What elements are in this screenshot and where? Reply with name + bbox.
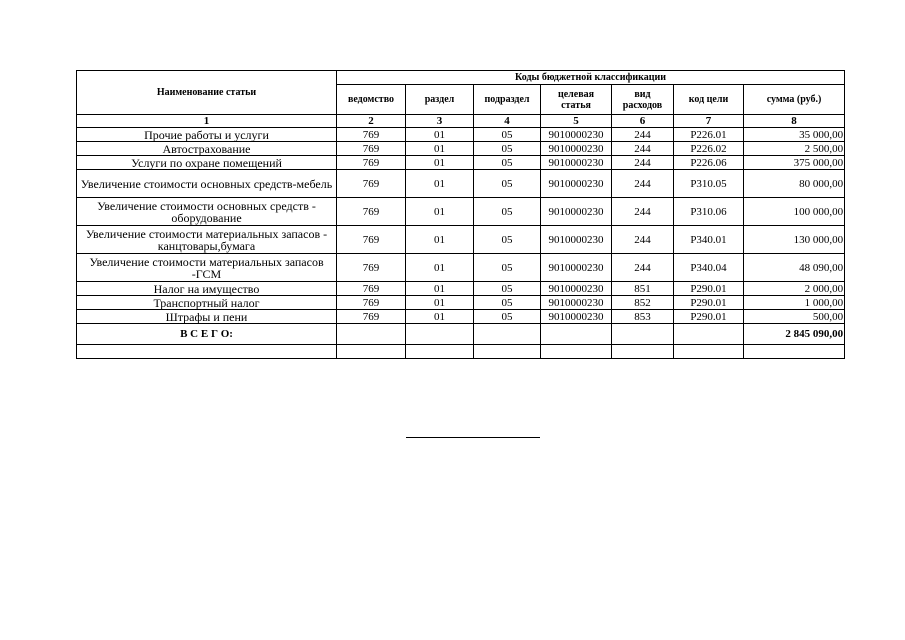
row-target: 9010000230 bbox=[541, 142, 612, 156]
row-amount: 35 000,00 bbox=[744, 128, 845, 142]
table-row bbox=[77, 282, 845, 296]
header-subsection: подраздел bbox=[474, 85, 541, 115]
row-amount: 375 000,00 bbox=[744, 156, 845, 170]
row-goal: P310.05 bbox=[674, 170, 744, 198]
row-amount: 130 000,00 bbox=[744, 226, 845, 254]
row-dept: 769 bbox=[337, 156, 406, 170]
budget-rows bbox=[77, 128, 845, 324]
row-section: 01 bbox=[406, 310, 474, 324]
row-subsection: 05 bbox=[474, 156, 541, 170]
row-subsection: 05 bbox=[474, 226, 541, 254]
row-section: 01 bbox=[406, 226, 474, 254]
row-dept: 769 bbox=[337, 226, 406, 254]
col-number: 1 bbox=[77, 115, 337, 128]
row-amount: 2 000,00 bbox=[744, 282, 845, 296]
row-subsection: 05 bbox=[474, 296, 541, 310]
row-goal: P226.01 bbox=[674, 128, 744, 142]
row-section: 01 bbox=[406, 282, 474, 296]
col-number: 6 bbox=[612, 115, 674, 128]
table-row bbox=[77, 296, 845, 310]
row-subsection: 05 bbox=[474, 254, 541, 282]
row-name: Увеличение стоимости основных средств - оборудование bbox=[77, 198, 337, 226]
row-goal: P310.06 bbox=[674, 198, 744, 226]
header-target: целевая статья bbox=[541, 85, 612, 115]
row-kind: 244 bbox=[612, 170, 674, 198]
row-section: 01 bbox=[406, 156, 474, 170]
row-target: 9010000230 bbox=[541, 226, 612, 254]
row-goal: P290.01 bbox=[674, 282, 744, 296]
row-target: 9010000230 bbox=[541, 296, 612, 310]
row-kind: 244 bbox=[612, 198, 674, 226]
table-row bbox=[77, 170, 845, 198]
row-dept: 769 bbox=[337, 142, 406, 156]
col-number: 3 bbox=[406, 115, 474, 128]
row-section: 01 bbox=[406, 254, 474, 282]
header-codes-group: Коды бюджетной классификации bbox=[337, 71, 845, 85]
header-section: раздел bbox=[406, 85, 474, 115]
row-goal: P226.06 bbox=[674, 156, 744, 170]
row-goal: P340.01 bbox=[674, 226, 744, 254]
row-name: Штрафы и пени bbox=[77, 310, 337, 324]
row-target: 9010000230 bbox=[541, 156, 612, 170]
table-row bbox=[77, 226, 845, 254]
row-target: 9010000230 bbox=[541, 254, 612, 282]
row-section: 01 bbox=[406, 142, 474, 156]
row-section: 01 bbox=[406, 128, 474, 142]
table-row bbox=[77, 128, 845, 142]
header-goal: код цели bbox=[674, 85, 744, 115]
row-dept: 769 bbox=[337, 282, 406, 296]
col-number: 8 bbox=[744, 115, 845, 128]
row-name: Увеличение стоимости основных средств-мебель bbox=[77, 170, 337, 198]
total-label: В С Е Г О: bbox=[77, 324, 337, 345]
row-target: 9010000230 bbox=[541, 128, 612, 142]
column-number-row bbox=[77, 115, 845, 128]
row-kind: 853 bbox=[612, 310, 674, 324]
row-name: Увеличение стоимости материальных запасов -ГСМ bbox=[77, 254, 337, 282]
total-row bbox=[77, 324, 845, 345]
row-goal: P290.01 bbox=[674, 310, 744, 324]
row-dept: 769 bbox=[337, 310, 406, 324]
row-amount: 48 090,00 bbox=[744, 254, 845, 282]
budget-table bbox=[76, 70, 845, 359]
row-kind: 852 bbox=[612, 296, 674, 310]
row-dept: 769 bbox=[337, 198, 406, 226]
row-kind: 851 bbox=[612, 282, 674, 296]
row-subsection: 05 bbox=[474, 198, 541, 226]
row-name: Увеличение стоимости материальных запасов - канцтовары,бумага bbox=[77, 226, 337, 254]
row-kind: 244 bbox=[612, 254, 674, 282]
table-row bbox=[77, 142, 845, 156]
row-amount: 80 000,00 bbox=[744, 170, 845, 198]
row-amount: 1 000,00 bbox=[744, 296, 845, 310]
col-number: 2 bbox=[337, 115, 406, 128]
row-section: 01 bbox=[406, 198, 474, 226]
table-row bbox=[77, 254, 845, 282]
row-subsection: 05 bbox=[474, 282, 541, 296]
row-subsection: 05 bbox=[474, 170, 541, 198]
row-dept: 769 bbox=[337, 254, 406, 282]
col-number: 4 bbox=[474, 115, 541, 128]
row-kind: 244 bbox=[612, 156, 674, 170]
row-name: Налог на имущество bbox=[77, 282, 337, 296]
row-subsection: 05 bbox=[474, 142, 541, 156]
row-section: 01 bbox=[406, 296, 474, 310]
row-target: 9010000230 bbox=[541, 310, 612, 324]
row-goal: P226.02 bbox=[674, 142, 744, 156]
row-dept: 769 bbox=[337, 296, 406, 310]
row-kind: 244 bbox=[612, 226, 674, 254]
header-kind: вид расходов bbox=[612, 85, 674, 115]
header-dept: ведомство bbox=[337, 85, 406, 115]
col-number: 7 bbox=[674, 115, 744, 128]
row-subsection: 05 bbox=[474, 310, 541, 324]
row-name: Автострахование bbox=[77, 142, 337, 156]
row-dept: 769 bbox=[337, 170, 406, 198]
table-row bbox=[77, 310, 845, 324]
header-name-col: Наименование статьи bbox=[77, 71, 337, 115]
separator-line bbox=[406, 437, 540, 438]
empty-row bbox=[77, 345, 845, 359]
row-goal: P290.01 bbox=[674, 296, 744, 310]
header-amount: сумма (руб.) bbox=[744, 85, 845, 115]
row-amount: 100 000,00 bbox=[744, 198, 845, 226]
row-target: 9010000230 bbox=[541, 198, 612, 226]
row-name: Услуги по охране помещений bbox=[77, 156, 337, 170]
table-row bbox=[77, 198, 845, 226]
row-kind: 244 bbox=[612, 142, 674, 156]
row-name: Прочие работы и услуги bbox=[77, 128, 337, 142]
row-section: 01 bbox=[406, 170, 474, 198]
budget-document bbox=[76, 70, 844, 359]
row-target: 9010000230 bbox=[541, 170, 612, 198]
total-amount: 2 845 090,00 bbox=[744, 324, 845, 345]
row-kind: 244 bbox=[612, 128, 674, 142]
row-subsection: 05 bbox=[474, 128, 541, 142]
row-goal: P340.04 bbox=[674, 254, 744, 282]
row-amount: 2 500,00 bbox=[744, 142, 845, 156]
row-target: 9010000230 bbox=[541, 282, 612, 296]
row-name: Транспортный налог bbox=[77, 296, 337, 310]
row-dept: 769 bbox=[337, 128, 406, 142]
col-number: 5 bbox=[541, 115, 612, 128]
row-amount: 500,00 bbox=[744, 310, 845, 324]
table-row bbox=[77, 156, 845, 170]
